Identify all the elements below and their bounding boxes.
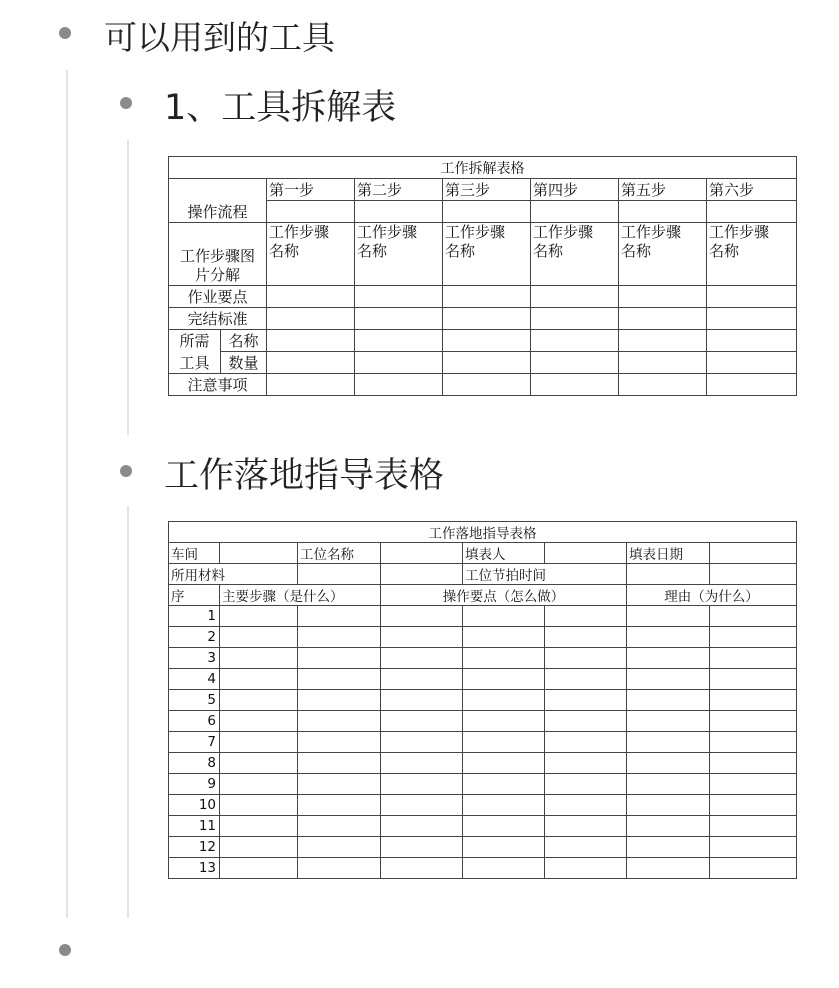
table-cell	[545, 795, 627, 816]
table-row	[169, 606, 797, 627]
table-cell	[545, 669, 627, 690]
table-cell	[627, 795, 710, 816]
work-breakdown-table	[168, 156, 797, 396]
step-name-line2: 名称	[445, 242, 476, 260]
bullet-icon	[59, 27, 71, 39]
table-cell	[545, 774, 627, 795]
table-cell	[710, 690, 797, 711]
table-cell	[355, 374, 443, 396]
table-row	[169, 627, 797, 648]
table-cell	[355, 352, 443, 374]
table-title: 工作拆解表格	[169, 157, 797, 179]
table-cell	[627, 564, 710, 585]
table-cell	[710, 795, 797, 816]
row-label-step-image	[169, 223, 267, 286]
table-cell	[267, 374, 355, 396]
table-cell	[381, 690, 463, 711]
table-cell	[463, 711, 545, 732]
table-cell	[463, 774, 545, 795]
table-cell	[443, 352, 531, 374]
table-cell	[627, 732, 710, 753]
table-cell	[545, 858, 627, 879]
row-label-step-image-line1: 工作步骤图	[179, 247, 255, 265]
table-cell	[298, 753, 381, 774]
table-cell	[220, 648, 298, 669]
table-cell	[220, 858, 298, 879]
table-cell	[355, 286, 443, 308]
table-cell	[710, 543, 797, 564]
table-cell	[298, 732, 381, 753]
table-cell	[545, 543, 627, 564]
table-cell	[220, 711, 298, 732]
work-guidance-table	[168, 521, 797, 879]
table-cell	[710, 816, 797, 837]
table-cell	[710, 753, 797, 774]
row-number: 10	[169, 795, 220, 816]
table-row	[169, 816, 797, 837]
table-cell	[463, 732, 545, 753]
table-cell	[298, 837, 381, 858]
table-cell	[220, 795, 298, 816]
table-cell	[545, 690, 627, 711]
outline-item-breakdown-table: 1、工具拆解表	[164, 88, 397, 128]
step-header: 第一步	[267, 179, 355, 201]
row-label-notes: 注意事项	[169, 374, 267, 396]
table-row	[169, 648, 797, 669]
table-cell	[545, 837, 627, 858]
table-cell	[443, 330, 531, 352]
table-cell	[545, 711, 627, 732]
table-cell	[220, 732, 298, 753]
table-cell	[710, 627, 797, 648]
table-row	[169, 795, 797, 816]
table-cell	[707, 308, 797, 330]
table-cell	[298, 711, 381, 732]
table-cell	[381, 669, 463, 690]
row-number: 4	[169, 669, 220, 690]
table-cell	[298, 795, 381, 816]
bullet-icon	[120, 97, 132, 109]
row-number: 8	[169, 753, 220, 774]
table-row	[169, 690, 797, 711]
label-fill-date: 填表日期	[627, 543, 710, 564]
step-header: 第四步	[531, 179, 619, 201]
table-cell	[463, 690, 545, 711]
bullet-icon	[120, 465, 132, 477]
table-cell	[381, 564, 463, 585]
table-cell	[355, 330, 443, 352]
table-cell	[627, 669, 710, 690]
table-cell	[443, 308, 531, 330]
table-cell	[463, 627, 545, 648]
table-cell	[381, 774, 463, 795]
table-cell	[267, 201, 355, 223]
table-cell	[443, 201, 531, 223]
table-cell	[267, 330, 355, 352]
table-cell	[710, 732, 797, 753]
table-cell	[707, 330, 797, 352]
table-title: 工作落地指导表格	[169, 522, 797, 543]
table-cell	[381, 795, 463, 816]
step-name-cell	[619, 223, 707, 286]
table-cell	[627, 753, 710, 774]
table-cell	[545, 627, 627, 648]
table-cell	[627, 648, 710, 669]
step-name-line1: 工作步骤	[269, 223, 330, 241]
step-name-cell	[355, 223, 443, 286]
outline-guide-line	[127, 140, 129, 435]
bullet-icon	[59, 944, 71, 956]
guidance-rows	[169, 606, 797, 879]
table-cell	[381, 858, 463, 879]
table-cell	[381, 732, 463, 753]
table-row	[169, 669, 797, 690]
table-cell	[381, 753, 463, 774]
table-cell	[381, 627, 463, 648]
table-cell	[169, 179, 267, 201]
table-cell	[707, 374, 797, 396]
row-number: 3	[169, 648, 220, 669]
step-name-line2: 名称	[357, 242, 388, 260]
step-name-line1: 工作步骤	[533, 223, 594, 241]
step-name-line2: 名称	[621, 242, 652, 260]
table-cell	[627, 816, 710, 837]
table-cell	[267, 286, 355, 308]
row-number: 1	[169, 606, 220, 627]
label-materials: 所用材料	[169, 564, 298, 585]
table-cell	[531, 352, 619, 374]
outline-guide-line	[66, 70, 68, 918]
label-filler: 填表人	[463, 543, 545, 564]
row-label-step-image-line2: 片分解	[194, 266, 240, 284]
table-cell	[531, 201, 619, 223]
table-cell	[220, 627, 298, 648]
table-cell	[545, 816, 627, 837]
table-cell	[220, 837, 298, 858]
step-name-line1: 工作步骤	[357, 223, 418, 241]
row-label-tools-line2: 工具	[169, 352, 221, 374]
table-cell	[298, 606, 381, 627]
table-cell	[381, 837, 463, 858]
table-row	[169, 711, 797, 732]
table-cell	[627, 858, 710, 879]
table-cell	[627, 711, 710, 732]
table-cell	[531, 308, 619, 330]
row-number: 6	[169, 711, 220, 732]
outline-item-tools: 可以用到的工具	[104, 18, 335, 57]
col-header-seq: 序	[169, 585, 220, 606]
step-header: 第六步	[707, 179, 797, 201]
table-cell	[381, 648, 463, 669]
table-cell	[267, 352, 355, 374]
step-header: 第五步	[619, 179, 707, 201]
label-station-name: 工位名称	[298, 543, 381, 564]
table-cell	[381, 711, 463, 732]
table-cell	[710, 711, 797, 732]
table-cell	[463, 753, 545, 774]
table-cell	[381, 606, 463, 627]
table-cell	[220, 606, 298, 627]
table-cell	[463, 837, 545, 858]
table-cell	[531, 374, 619, 396]
row-label-tools-line1: 所需	[169, 330, 221, 352]
table-cell	[627, 774, 710, 795]
table-cell	[463, 816, 545, 837]
col-header-reason: 理由（为什么）	[627, 585, 797, 606]
table-cell	[298, 648, 381, 669]
table-row	[169, 732, 797, 753]
table-cell	[355, 201, 443, 223]
table-cell	[381, 816, 463, 837]
table-cell	[710, 837, 797, 858]
col-header-key-points: 操作要点（怎么做）	[381, 585, 627, 606]
table-cell	[298, 858, 381, 879]
label-takt-time: 工位节拍时间	[463, 564, 627, 585]
table-cell	[298, 774, 381, 795]
table-cell	[619, 330, 707, 352]
step-name-line2: 名称	[533, 242, 564, 260]
table-cell	[443, 286, 531, 308]
table-cell	[463, 648, 545, 669]
row-number: 7	[169, 732, 220, 753]
table-cell	[298, 564, 381, 585]
row-number: 13	[169, 858, 220, 879]
step-name-cell	[707, 223, 797, 286]
row-label-key-points: 作业要点	[169, 286, 267, 308]
table-cell	[220, 816, 298, 837]
step-header: 第三步	[443, 179, 531, 201]
row-number: 12	[169, 837, 220, 858]
table-cell	[710, 774, 797, 795]
table-cell	[619, 201, 707, 223]
label-workshop: 车间	[169, 543, 220, 564]
table-cell	[710, 858, 797, 879]
table-cell	[710, 606, 797, 627]
outline-item-guidance-table: 工作落地指导表格	[164, 456, 445, 496]
table-row	[169, 858, 797, 879]
table-row	[169, 774, 797, 795]
step-name-line1: 工作步骤	[621, 223, 682, 241]
table-cell	[707, 201, 797, 223]
table-cell	[545, 648, 627, 669]
table-cell	[298, 669, 381, 690]
outline-guide-line	[127, 506, 129, 918]
table-cell	[627, 690, 710, 711]
row-number: 2	[169, 627, 220, 648]
col-header-main-steps: 主要步骤（是什么）	[220, 585, 381, 606]
row-label-qty: 数量	[221, 352, 267, 374]
step-name-line2: 名称	[269, 242, 300, 260]
step-name-cell	[531, 223, 619, 286]
table-cell	[531, 286, 619, 308]
table-cell	[267, 308, 355, 330]
table-cell	[627, 606, 710, 627]
table-cell	[619, 352, 707, 374]
row-number: 5	[169, 690, 220, 711]
table-cell	[355, 308, 443, 330]
step-name-cell	[443, 223, 531, 286]
table-cell	[619, 308, 707, 330]
table-cell	[545, 753, 627, 774]
table-cell	[298, 627, 381, 648]
table-cell	[710, 648, 797, 669]
table-cell	[710, 669, 797, 690]
step-header: 第二步	[355, 179, 443, 201]
row-number: 9	[169, 774, 220, 795]
table-cell	[298, 816, 381, 837]
table-cell	[220, 543, 298, 564]
table-cell	[463, 669, 545, 690]
table-cell	[220, 669, 298, 690]
step-name-line2: 名称	[709, 242, 740, 260]
table-cell	[220, 774, 298, 795]
table-cell	[627, 627, 710, 648]
table-cell	[619, 374, 707, 396]
table-cell	[443, 374, 531, 396]
table-cell	[463, 795, 545, 816]
table-cell	[619, 286, 707, 308]
table-cell	[707, 286, 797, 308]
table-cell	[220, 690, 298, 711]
row-label-name: 名称	[221, 330, 267, 352]
table-row	[169, 837, 797, 858]
table-cell	[463, 858, 545, 879]
step-name-line1: 工作步骤	[445, 223, 506, 241]
table-cell	[627, 837, 710, 858]
row-label-completion: 完结标准	[169, 308, 267, 330]
table-cell	[298, 690, 381, 711]
row-label-process: 操作流程	[169, 201, 267, 223]
table-cell	[381, 543, 463, 564]
table-cell	[220, 753, 298, 774]
table-cell	[545, 732, 627, 753]
step-name-line1: 工作步骤	[709, 223, 770, 241]
table-cell	[710, 564, 797, 585]
table-cell	[545, 606, 627, 627]
row-number: 11	[169, 816, 220, 837]
table-cell	[463, 606, 545, 627]
table-cell	[707, 352, 797, 374]
table-row	[169, 753, 797, 774]
table-cell	[531, 330, 619, 352]
step-name-cell	[267, 223, 355, 286]
